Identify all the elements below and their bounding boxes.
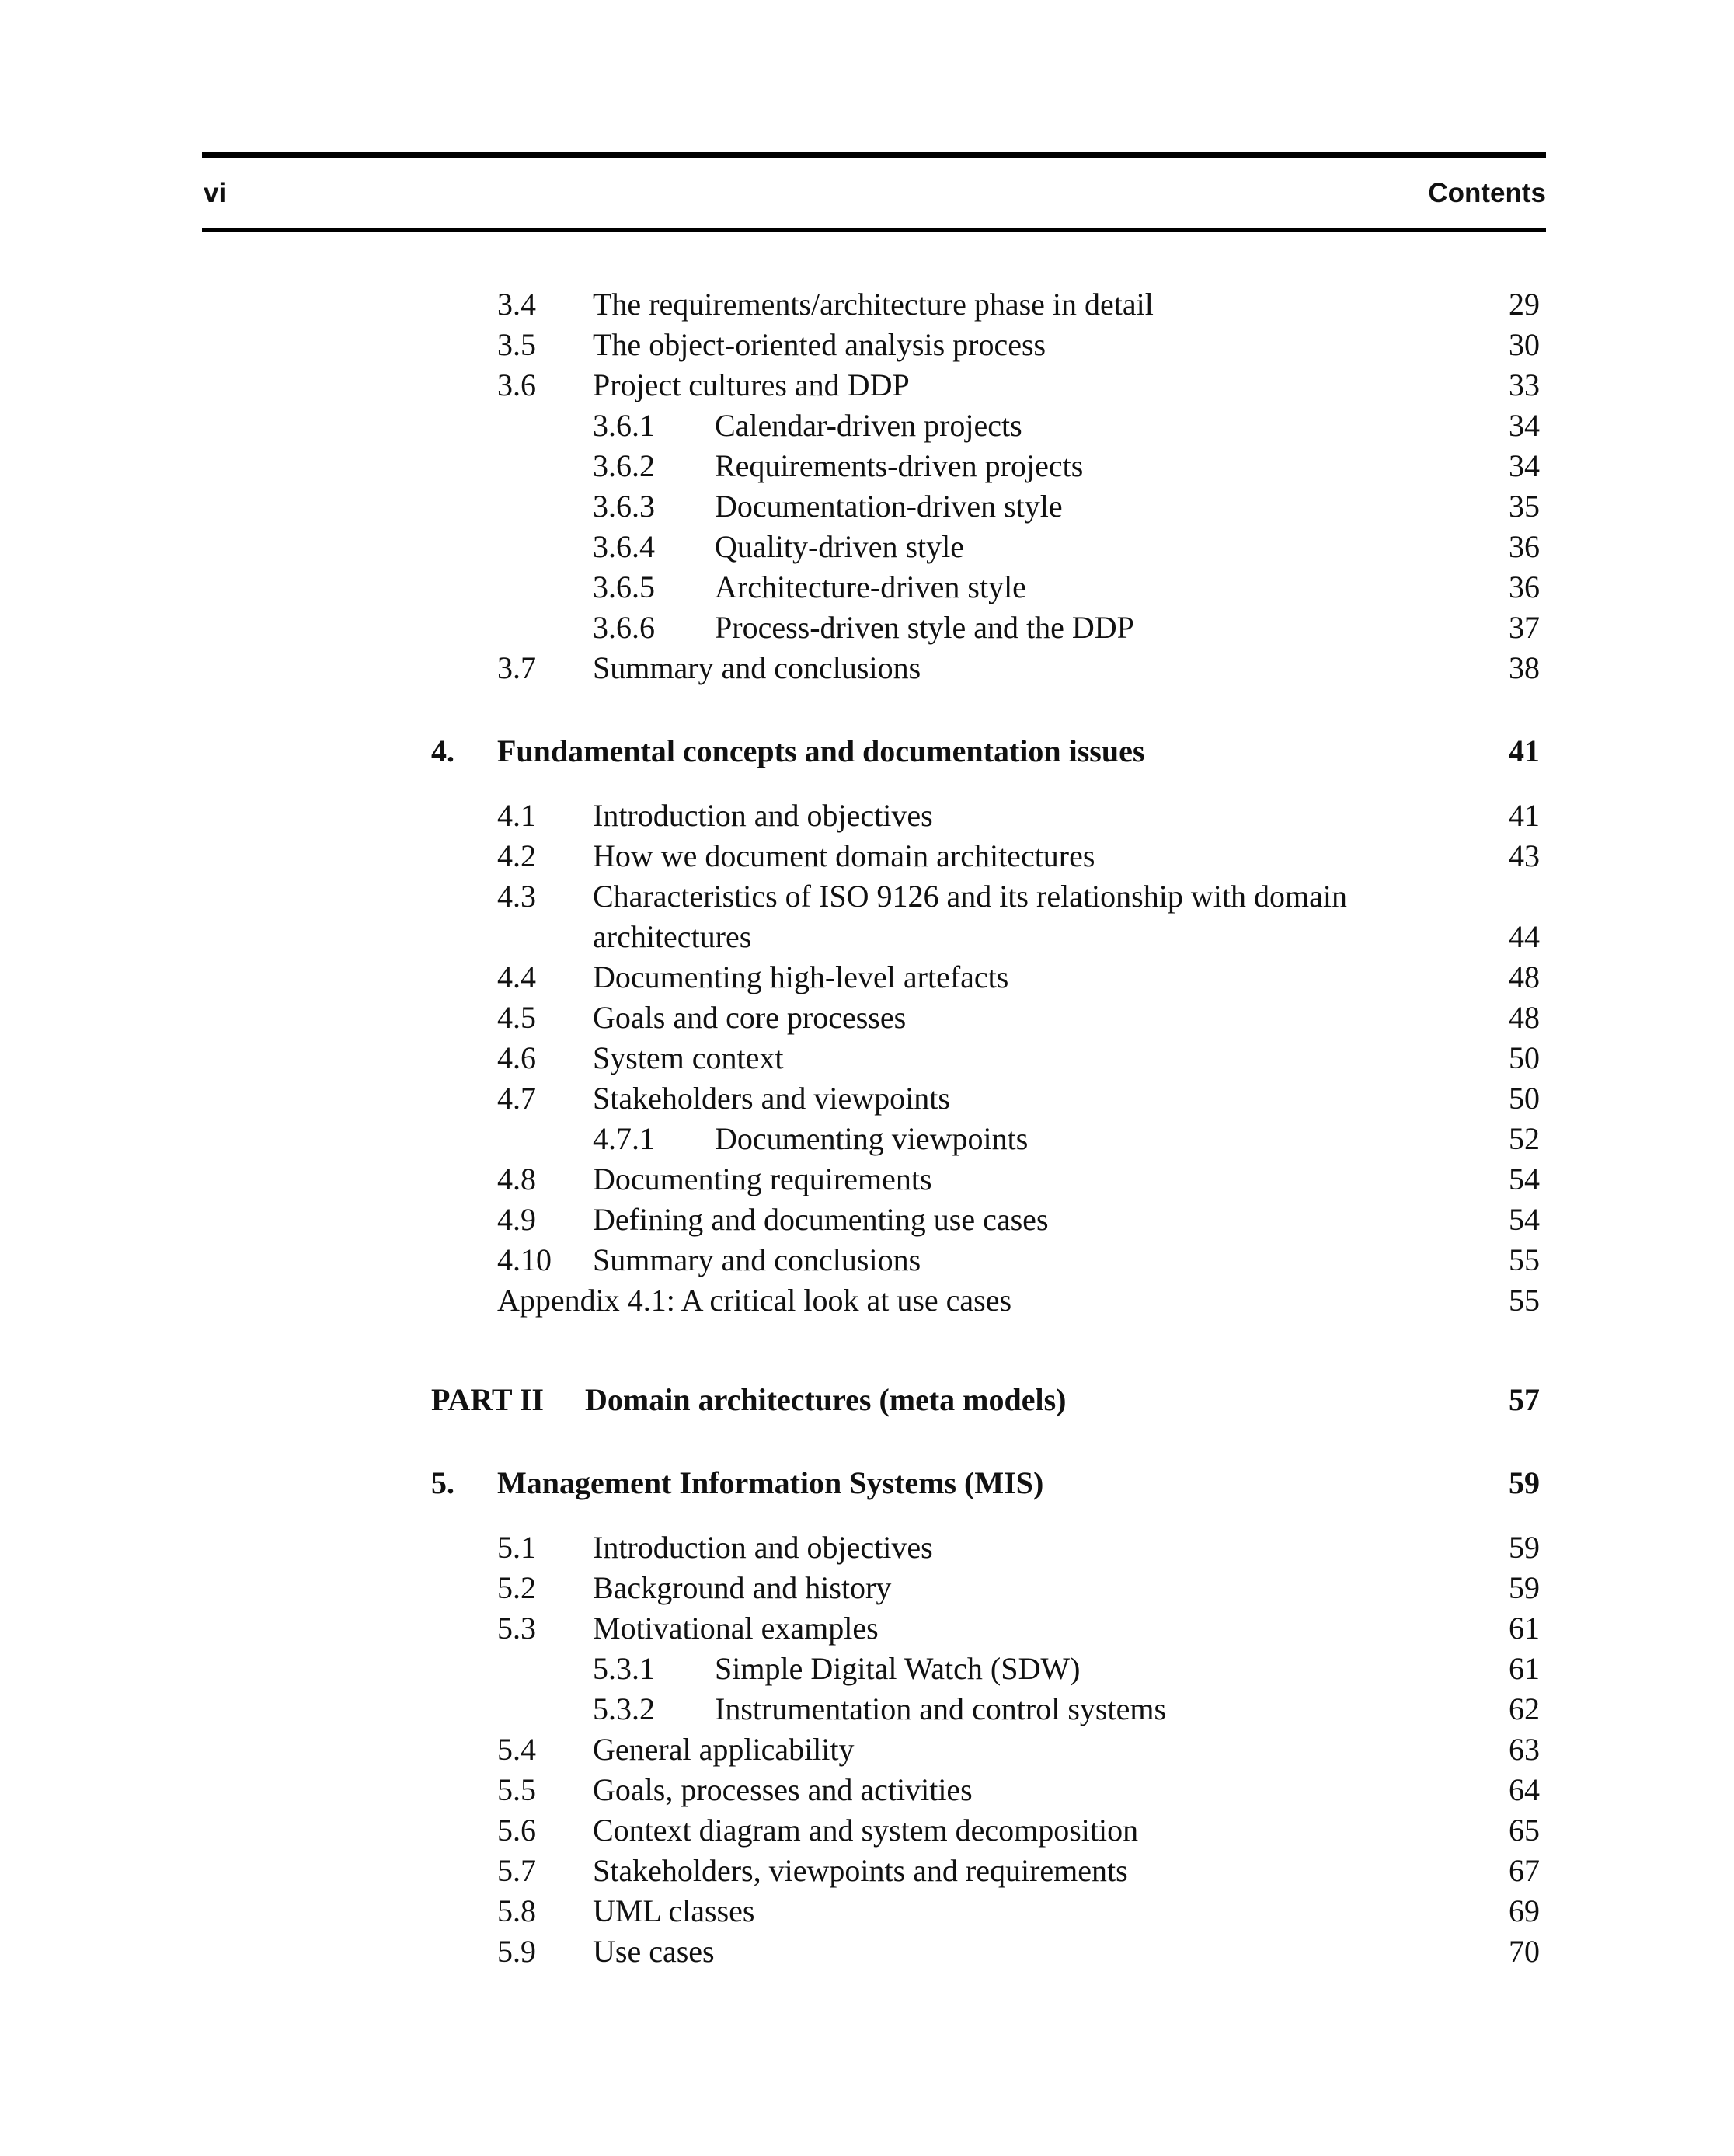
toc-entry-section bbox=[0, 1078, 1734, 1119]
toc-entry-section bbox=[0, 1770, 1734, 1810]
toc-entry-title: Architecture-driven style bbox=[715, 569, 1026, 604]
toc-entry-number: 5.5 bbox=[497, 1772, 536, 1807]
running-title: Contents bbox=[1428, 178, 1546, 208]
toc-entry-number: 3.7 bbox=[497, 650, 536, 685]
toc-entry-number: 5.7 bbox=[497, 1853, 536, 1888]
toc-entry-section bbox=[0, 1931, 1734, 1972]
toc-entry-number: 5.9 bbox=[497, 1934, 536, 1969]
toc-entry-page: 65 bbox=[1509, 1813, 1540, 1848]
toc-entry-number: 3.6 bbox=[497, 367, 536, 402]
toc-entry-number: 4.3 bbox=[497, 879, 536, 914]
toc-entry-title: Project cultures and DDP bbox=[593, 367, 910, 402]
toc-entry-number: 3.6.3 bbox=[593, 489, 655, 524]
toc-entry-continuation bbox=[0, 917, 1734, 957]
toc-entry-page: 61 bbox=[1509, 1611, 1540, 1646]
toc-entry-title: Calendar-driven projects bbox=[715, 408, 1022, 443]
toc-entry-subsection bbox=[0, 608, 1734, 648]
toc-entry-title: Documenting requirements bbox=[593, 1162, 932, 1196]
toc-entry-number: 4.1 bbox=[497, 798, 536, 833]
toc-entry-title: System context bbox=[593, 1040, 784, 1075]
toc-entry-number: 4. bbox=[431, 733, 454, 768]
toc-entry-page: 59 bbox=[1509, 1530, 1540, 1565]
toc-entry-title: Documentation-driven style bbox=[715, 489, 1063, 524]
toc-entry-title: Characteristics of ISO 9126 and its relationship with domain bbox=[593, 879, 1347, 914]
toc-entry-page: 57 bbox=[1509, 1382, 1540, 1417]
toc-entry-subsection bbox=[0, 406, 1734, 446]
toc-entry-page: 34 bbox=[1509, 408, 1540, 443]
toc-entry-section bbox=[0, 1159, 1734, 1200]
toc-entry-number: 4.6 bbox=[497, 1040, 536, 1075]
toc-entry-page: 52 bbox=[1509, 1121, 1540, 1156]
toc-entry-subsection bbox=[0, 527, 1734, 567]
toc-entry-title: Quality-driven style bbox=[715, 529, 965, 564]
toc-entry-page: 63 bbox=[1509, 1732, 1540, 1767]
toc-entry-section bbox=[0, 1200, 1734, 1240]
toc-entry-section bbox=[0, 1891, 1734, 1931]
toc-entry-section bbox=[0, 648, 1734, 688]
toc-entry-page: 36 bbox=[1509, 569, 1540, 604]
toc-entry-page: 36 bbox=[1509, 529, 1540, 564]
toc-entry-page: 55 bbox=[1509, 1283, 1540, 1318]
toc-entry-title: Management Information Systems (MIS) bbox=[497, 1465, 1044, 1500]
toc-entry-title: Domain architectures (meta models) bbox=[585, 1382, 1067, 1417]
toc-entry-page: 43 bbox=[1509, 838, 1540, 873]
toc-entry-section bbox=[0, 1568, 1734, 1608]
toc-entry-page: 35 bbox=[1509, 489, 1540, 524]
toc-entry-title: Summary and conclusions bbox=[593, 1242, 921, 1277]
toc-entry-page: 34 bbox=[1509, 448, 1540, 483]
toc-entry-page: 30 bbox=[1509, 327, 1540, 362]
toc-entry-title: Goals and core processes bbox=[593, 1000, 907, 1035]
toc-entry-number: PART II bbox=[431, 1382, 544, 1417]
toc-entry-number: 5.3 bbox=[497, 1611, 536, 1646]
toc-entry-title: Context diagram and system decomposition bbox=[593, 1813, 1139, 1848]
toc-entry-page: 41 bbox=[1509, 798, 1540, 833]
toc-entry-title: Use cases bbox=[593, 1934, 715, 1969]
toc-entry-number: 3.6.4 bbox=[593, 529, 655, 564]
toc-entry-page: 59 bbox=[1509, 1465, 1540, 1500]
toc-entry-number: 4.8 bbox=[497, 1162, 536, 1196]
toc-entry-section bbox=[0, 1608, 1734, 1649]
toc-entry-page: 50 bbox=[1509, 1040, 1540, 1075]
toc-entry-subsection bbox=[0, 1119, 1734, 1159]
toc-entry-page: 61 bbox=[1509, 1651, 1540, 1686]
toc-entry-number: 5. bbox=[431, 1465, 454, 1500]
toc-entry-section bbox=[0, 365, 1734, 406]
toc-entry-title: Requirements-driven projects bbox=[715, 448, 1084, 483]
page-number: vi bbox=[204, 178, 227, 208]
toc-entry-title: Summary and conclusions bbox=[593, 650, 921, 685]
toc-entry-number: 5.2 bbox=[497, 1570, 536, 1605]
toc-entry-number: 4.2 bbox=[497, 838, 536, 873]
toc-entry-section bbox=[0, 1038, 1734, 1078]
toc-entry-subsection bbox=[0, 1649, 1734, 1689]
toc-entry-page: 29 bbox=[1509, 287, 1540, 322]
toc-entry-title: General applicability bbox=[593, 1732, 855, 1767]
toc-entry-number: 5.6 bbox=[497, 1813, 536, 1848]
toc-entry-title: UML classes bbox=[593, 1893, 755, 1928]
toc-entry-page: 69 bbox=[1509, 1893, 1540, 1928]
toc-entry-title: Introduction and objectives bbox=[593, 1530, 933, 1565]
toc-entry-section bbox=[0, 836, 1734, 876]
toc-entry-number: 4.10 bbox=[497, 1242, 552, 1277]
toc-entry-title: Goals, processes and activities bbox=[593, 1772, 973, 1807]
toc-entry-page: 48 bbox=[1509, 960, 1540, 994]
toc-entry-page: 33 bbox=[1509, 367, 1540, 402]
toc-entry-title: Appendix 4.1: A critical look at use cases bbox=[497, 1283, 1012, 1318]
toc-entry-chapter bbox=[0, 1463, 1734, 1503]
toc-entry-title: Process-driven style and the DDP bbox=[715, 610, 1134, 645]
toc-entry-subsection bbox=[0, 446, 1734, 486]
toc-entry-section bbox=[0, 796, 1734, 836]
toc-entry-title: Instrumentation and control systems bbox=[715, 1691, 1167, 1726]
toc-entry-number: 4.4 bbox=[497, 960, 536, 994]
toc-entry-number: 3.5 bbox=[497, 327, 536, 362]
toc-entry-number: 3.6.1 bbox=[593, 408, 655, 443]
toc-entry-part bbox=[0, 1380, 1734, 1420]
toc-entry-subsection bbox=[0, 486, 1734, 527]
toc-entry-number: 3.6.2 bbox=[593, 448, 655, 483]
toc-entry-section bbox=[0, 284, 1734, 325]
toc-entry-page: 44 bbox=[1509, 919, 1540, 954]
toc-entry-title: Introduction and objectives bbox=[593, 798, 933, 833]
toc-entry-title: Documenting high-level artefacts bbox=[593, 960, 1009, 994]
toc-entry-title: Stakeholders, viewpoints and requirements bbox=[593, 1853, 1128, 1888]
toc-entry-section bbox=[0, 1527, 1734, 1568]
toc-entry-number: 4.7 bbox=[497, 1081, 536, 1116]
toc-entry-title: The object-oriented analysis process bbox=[593, 327, 1046, 362]
toc-entry-number: 5.3.2 bbox=[593, 1691, 655, 1726]
toc-entry-page: 54 bbox=[1509, 1162, 1540, 1196]
toc-entry-section bbox=[0, 1729, 1734, 1770]
toc-entry-page: 41 bbox=[1509, 733, 1540, 768]
toc-entry-number: 4.9 bbox=[497, 1202, 536, 1237]
toc-entry-page: 62 bbox=[1509, 1691, 1540, 1726]
toc-entry-number: 5.3.1 bbox=[593, 1651, 655, 1686]
toc-entry-page: 38 bbox=[1509, 650, 1540, 685]
toc-entry-page: 55 bbox=[1509, 1242, 1540, 1277]
toc-entry-number: 4.7.1 bbox=[593, 1121, 655, 1156]
toc-entry-section bbox=[0, 957, 1734, 998]
toc-entry-title: The requirements/architecture phase in detail bbox=[593, 287, 1154, 322]
toc-entry-title: Stakeholders and viewpoints bbox=[593, 1081, 950, 1116]
toc-entry-number: 5.8 bbox=[497, 1893, 536, 1928]
toc-entry-page: 59 bbox=[1509, 1570, 1540, 1605]
toc-entry-title: Motivational examples bbox=[593, 1611, 879, 1646]
toc-entry-page: 54 bbox=[1509, 1202, 1540, 1237]
toc-entry-page: 37 bbox=[1509, 610, 1540, 645]
toc-entry-number: 3.6.6 bbox=[593, 610, 655, 645]
toc-entry-number: 5.4 bbox=[497, 1732, 536, 1767]
toc-entry-title: Documenting viewpoints bbox=[715, 1121, 1029, 1156]
toc-entry-section bbox=[0, 1810, 1734, 1851]
toc-entry-appendix bbox=[0, 1280, 1734, 1321]
toc-entry-page: 70 bbox=[1509, 1934, 1540, 1969]
toc-entry-section bbox=[0, 325, 1734, 365]
toc-entry-page: 67 bbox=[1509, 1853, 1540, 1888]
toc-entry-subsection bbox=[0, 567, 1734, 608]
toc-entry-number: 4.5 bbox=[497, 1000, 536, 1035]
toc-entry-title: Background and history bbox=[593, 1570, 892, 1605]
toc-entry-number: 5.1 bbox=[497, 1530, 536, 1565]
toc-entry-title: Simple Digital Watch (SDW) bbox=[715, 1651, 1081, 1686]
toc-entry-section bbox=[0, 998, 1734, 1038]
toc-entry-page: 48 bbox=[1509, 1000, 1540, 1035]
toc-entry-chapter bbox=[0, 731, 1734, 771]
toc-entry-title: Defining and documenting use cases bbox=[593, 1202, 1049, 1237]
toc-entry-page: 50 bbox=[1509, 1081, 1540, 1116]
toc-entry-title: architectures bbox=[593, 919, 752, 954]
toc-entry-subsection bbox=[0, 1689, 1734, 1729]
toc-entry-title: How we document domain architectures bbox=[593, 838, 1095, 873]
toc-entry-title: Fundamental concepts and documentation issues bbox=[497, 733, 1145, 768]
toc-entry-number: 3.4 bbox=[497, 287, 536, 322]
toc-entry-section bbox=[0, 1851, 1734, 1891]
toc-entry-section bbox=[0, 1240, 1734, 1280]
toc-entry-page: 64 bbox=[1509, 1772, 1540, 1807]
toc-entry-number: 3.6.5 bbox=[593, 569, 655, 604]
toc-entry-section bbox=[0, 876, 1734, 917]
